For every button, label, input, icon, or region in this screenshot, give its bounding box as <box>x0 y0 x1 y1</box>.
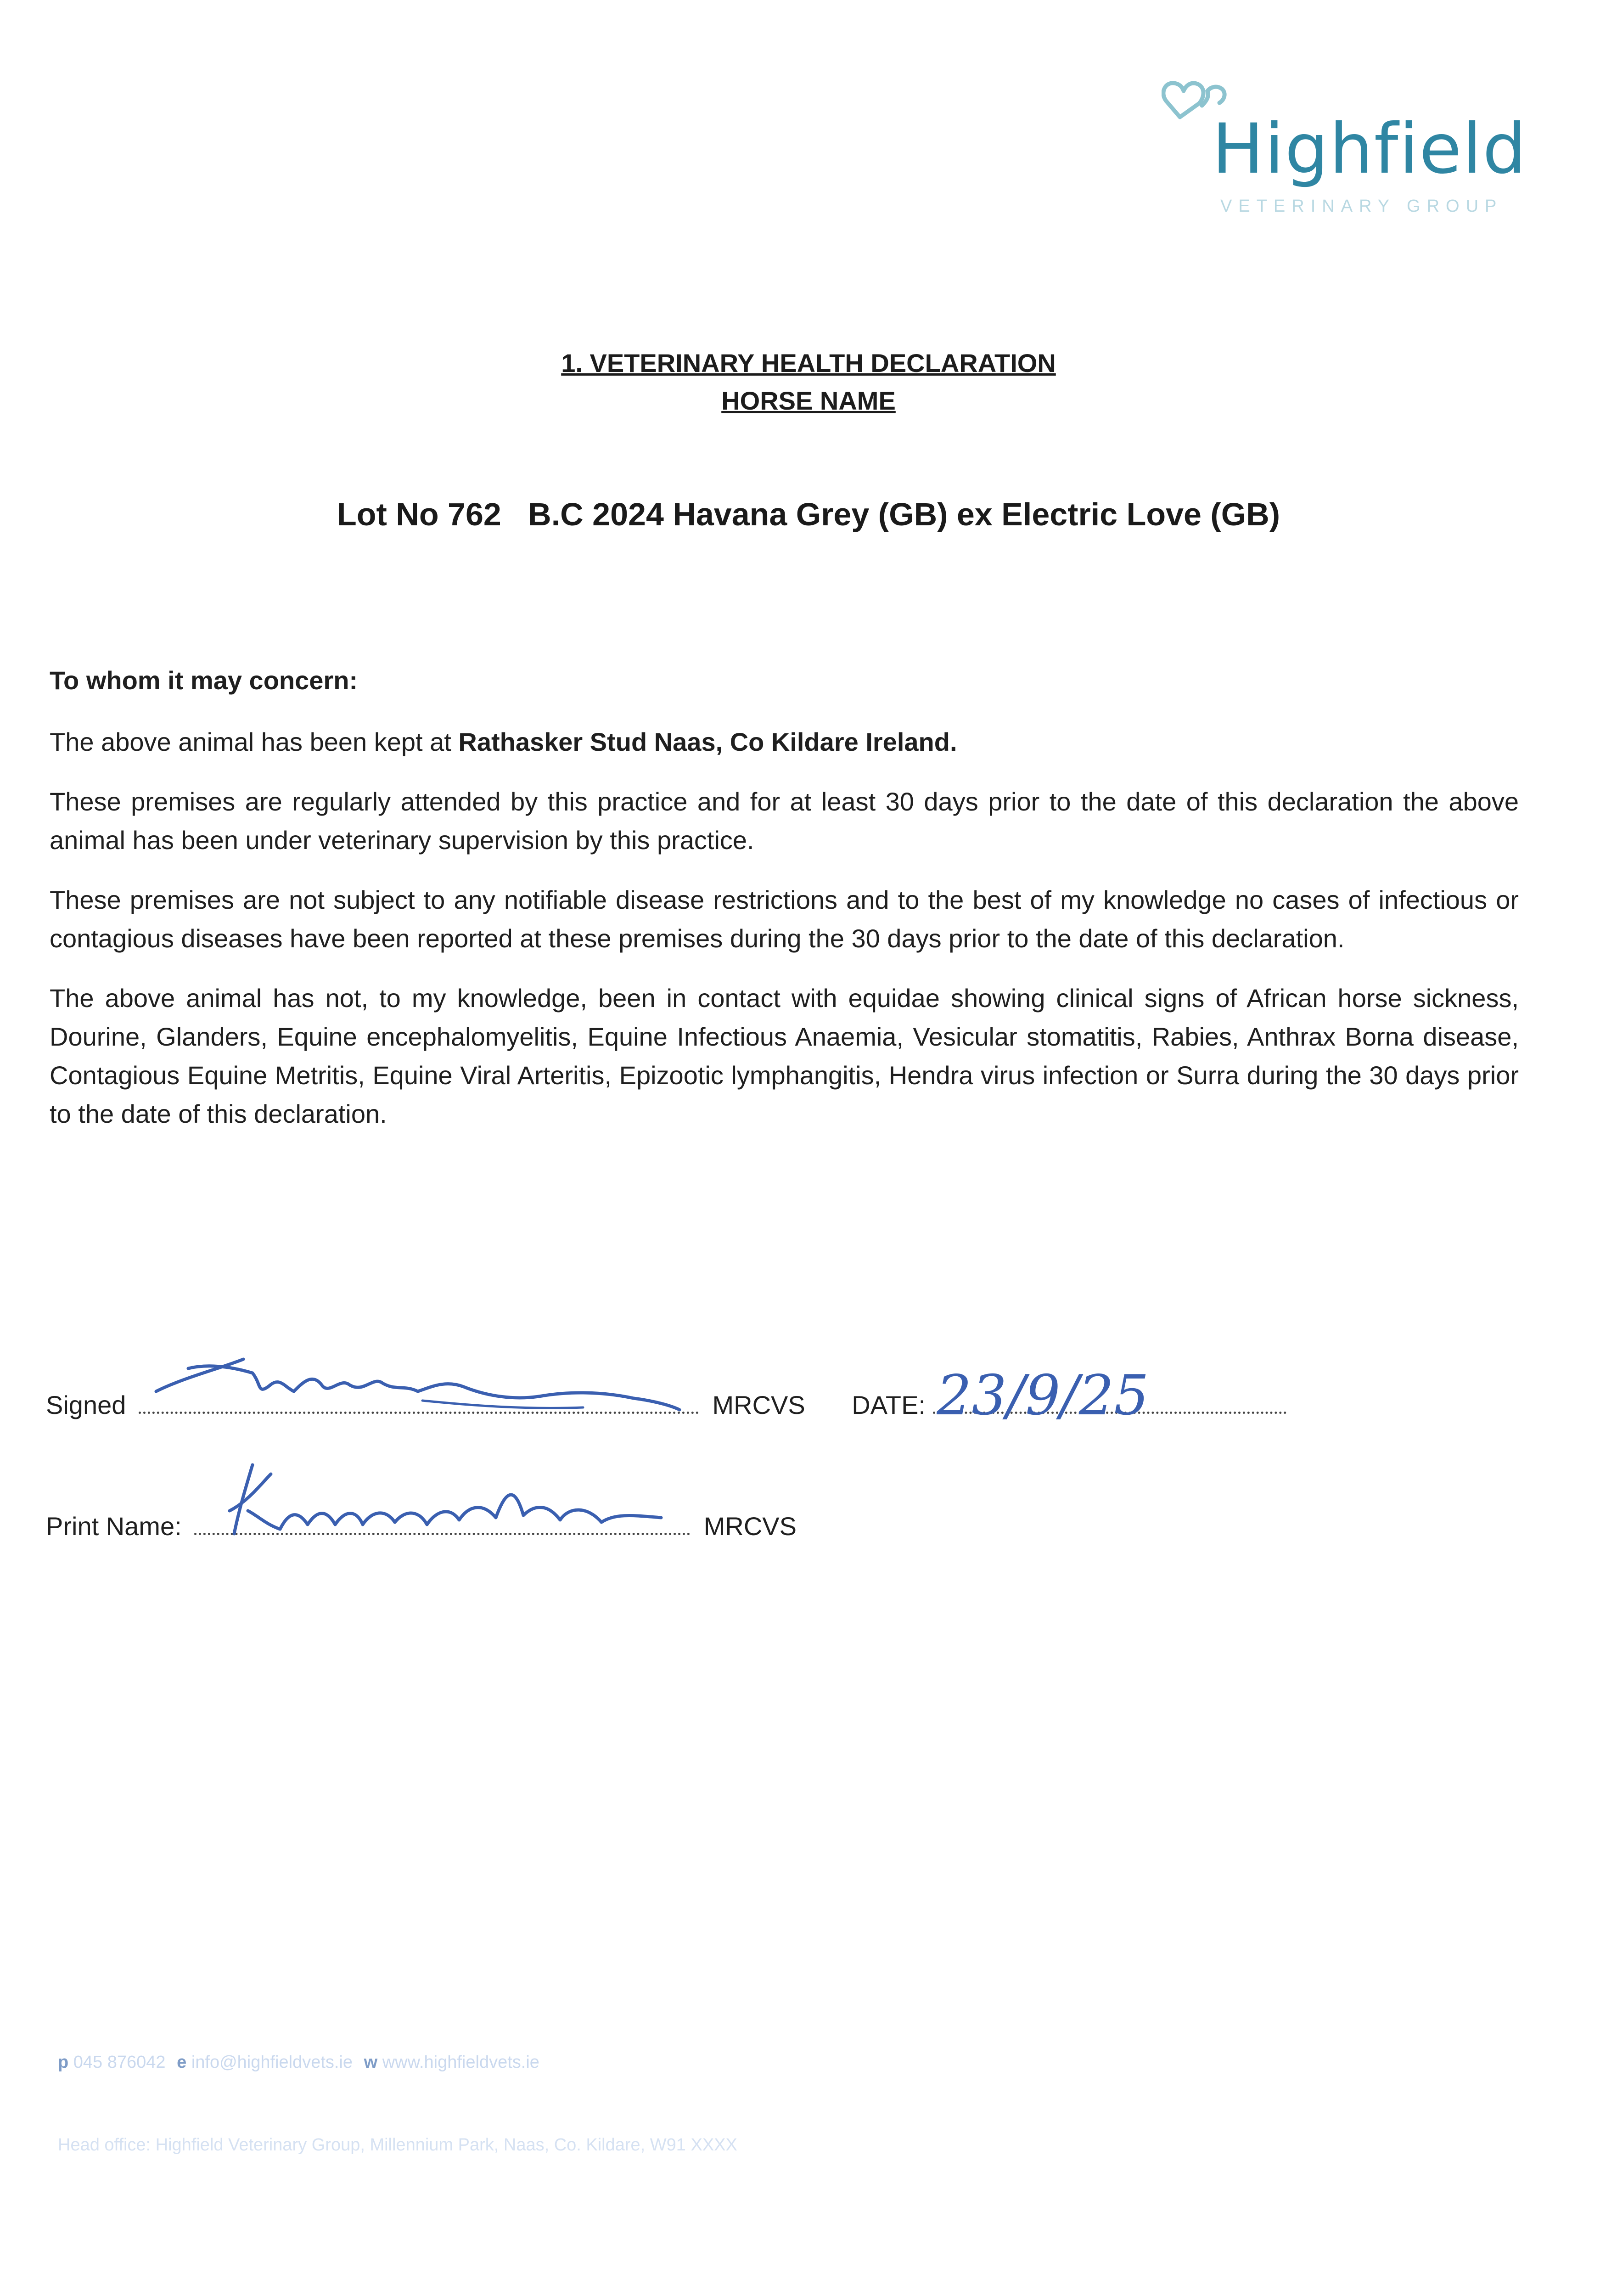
kept-prefix: The above animal has been kept at <box>50 727 459 756</box>
page-title: 1. VETERINARY HEALTH DECLARATION <box>561 349 1056 377</box>
logo-tagline: VETERINARY GROUP <box>1220 197 1503 216</box>
lot-line: Lot No 762 B.C 2024 Havana Grey (GB) ex Electric Love (GB) <box>337 496 1280 532</box>
page-subtitle: HORSE NAME <box>721 386 896 415</box>
date-value: 23/9/25 <box>937 1364 1149 1428</box>
kept-at-paragraph <box>50 723 1519 761</box>
web-key: w <box>364 2053 378 2072</box>
contact-paragraph: The above animal has not, to my knowledge, been in contact with equidae showing clinical signs of African horse sickness, Dourine, Glanders, Equine encephalomyelitis, Equine Infectious Anaemia, Vesicular stomatitis, Rabies, Anthrax Borna disease, Contagious Equine Metritis, Equine Viral Arteritis, Epizootic lymphangitis, Hendra virus infection or Surra during the 30 days prior to the date of this declaration. <box>50 984 1519 1128</box>
footer-contact <box>58 2053 539 2072</box>
phone-key: p <box>58 2053 69 2072</box>
company-logo <box>1162 73 1527 225</box>
signed-mrcvs-label: MRCVS <box>712 1390 805 1419</box>
declaration-body <box>50 661 1519 1154</box>
handwritten-date <box>937 1359 1157 1433</box>
website[interactable]: www.highfieldvets.ie <box>382 2053 539 2072</box>
footer-address: Head office: Highfield Veterinary Group, Millennium Park, Naas, Co. Kildare, W91 XXXX <box>58 2135 737 2155</box>
date-label: DATE: <box>852 1390 926 1419</box>
logo-wordmark: Highfield <box>1212 109 1527 189</box>
signed-label: Signed <box>46 1390 126 1419</box>
phone-number: 045 876042 <box>73 2053 166 2072</box>
print-name-label: Print Name: <box>46 1512 182 1541</box>
email-address[interactable]: info@highfieldvets.ie <box>191 2053 353 2072</box>
email-key: e <box>177 2053 187 2072</box>
handwritten-signature <box>147 1341 689 1424</box>
greeting: To whom it may concern: <box>50 666 358 695</box>
print-mrcvs-label: MRCVS <box>703 1512 797 1541</box>
kept-location: Rathasker Stud Naas, Co Kildare Ireland. <box>458 727 957 756</box>
handwritten-print-name <box>220 1456 679 1543</box>
supervision-paragraph: These premises are regularly attended by this practice and for at least 30 days prior to the date of this declaration the above animal has been under veterinary supervision by this practice. <box>50 787 1519 855</box>
restrictions-paragraph: These premises are not subject to any notifiable disease restrictions and to the best of my knowledge no cases of infectious or contagious diseases have been reported at these premises during the 30 days prior to the date of this declaration. <box>50 885 1519 953</box>
document-header <box>0 344 1617 420</box>
